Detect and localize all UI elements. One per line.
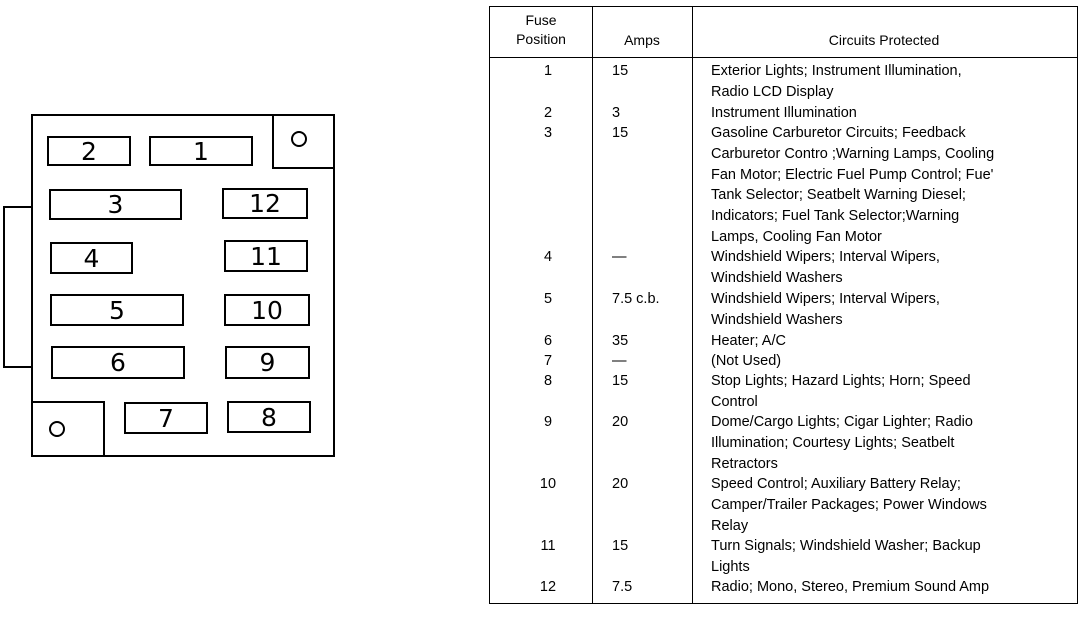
row-amps: — — [612, 353, 627, 369]
bottom-left-notch — [31, 401, 105, 457]
row-circuits: Instrument Illumination — [711, 105, 857, 121]
row-amps: — — [612, 249, 627, 265]
row-circuits: Exterior Lights; Instrument Illumination, Radio LCD Display — [711, 63, 962, 100]
row-position: 12 — [539, 579, 557, 595]
header-divider — [490, 57, 1077, 58]
row-position: 6 — [543, 333, 553, 349]
row-circuits: Speed Control; Auxiliary Battery Relay; Camper/Trailer Packages; Power Windows Relay — [711, 476, 987, 534]
row-position: 7 — [543, 353, 553, 369]
row-circuits: Gasoline Carburetor Circuits; Feedback Carburetor Contro ;Warning Lamps, Cooling Fan Motor; Electric Fuel Pump Control; Fue' Tank Selector; Seatbelt Warning Diesel; Indicators; Fuel Tank Selector;Warning Lamps, Cooling Fan Motor — [711, 125, 995, 245]
fuse-label: 5 — [109, 295, 125, 325]
fuse-label: 10 — [251, 295, 283, 325]
row-amps: 15 — [612, 538, 629, 554]
row-amps: 3 — [612, 105, 621, 121]
row-position: 10 — [539, 476, 557, 492]
header-circuits-protected: Circuits Protected — [828, 32, 940, 48]
row-amps: 15 — [612, 125, 629, 141]
fuse-label: 8 — [261, 402, 277, 432]
side-connector-tab — [3, 206, 33, 368]
row-circuits: Stop Lights; Hazard Lights; Horn; Speed Control — [711, 373, 971, 410]
fuse-slot-11 — [224, 240, 308, 272]
row-circuits: Radio; Mono, Stereo, Premium Sound Amp — [711, 579, 990, 595]
row-position: 3 — [543, 125, 553, 141]
fuse-slot-4 — [50, 242, 133, 274]
row-circuits: (Not Used) — [711, 353, 782, 369]
fuse-label: 4 — [83, 243, 100, 273]
row-position: 8 — [543, 373, 553, 389]
row-circuits: Windshield Wipers; Interval Wipers, Windshield Washers — [711, 291, 940, 328]
row-circuits: Turn Signals; Windshield Washer; Backup Lights — [711, 538, 981, 575]
row-amps: 15 — [612, 63, 629, 79]
fuse-slot-9 — [225, 346, 310, 379]
fuse-slot-3 — [49, 189, 182, 220]
fuse-slot-8 — [227, 401, 311, 433]
fuse-label: 6 — [110, 348, 126, 377]
row-position: 5 — [543, 291, 553, 307]
mounting-hole-bottom-left — [49, 421, 65, 437]
column-divider — [592, 7, 593, 603]
row-position: 11 — [540, 538, 556, 554]
fuse-label: 2 — [81, 136, 97, 166]
row-position: 2 — [543, 105, 553, 121]
mounting-hole-top-right — [291, 131, 307, 147]
row-position: 9 — [543, 414, 553, 430]
fuse-panel-diagram — [0, 0, 340, 470]
row-amps: 20 — [612, 414, 629, 430]
fuse-label: 12 — [249, 189, 281, 218]
fuse-label: 1 — [193, 136, 209, 166]
fuse-slot-6 — [51, 346, 185, 379]
fuse-slot-7 — [124, 402, 208, 434]
row-position: 4 — [543, 249, 553, 265]
fuse-slot-12 — [222, 188, 308, 219]
row-circuits: Heater; A/C — [711, 333, 786, 349]
fuse-label: 7 — [158, 403, 174, 433]
row-amps: 20 — [612, 476, 629, 492]
fuse-slot-2 — [47, 136, 131, 166]
row-circuits: Windshield Wipers; Interval Wipers, Windshield Washers — [711, 249, 940, 286]
row-amps: 35 — [612, 333, 629, 349]
fuse-label: 11 — [250, 241, 282, 271]
fuse-label: 3 — [107, 190, 124, 219]
column-divider — [692, 7, 693, 603]
row-amps: 15 — [612, 373, 629, 389]
header-fuse-position: Fuse Position — [516, 12, 566, 47]
fuse-table — [489, 6, 1078, 604]
header-amps: Amps — [624, 32, 660, 48]
fuse-label: 9 — [259, 348, 276, 377]
row-circuits: Dome/Cargo Lights; Cigar Lighter; Radio Illumination; Courtesy Lights; Seatbelt Retractors — [711, 414, 973, 472]
fuse-slot-5 — [50, 294, 184, 326]
row-position: 1 — [543, 63, 553, 79]
fuse-slot-1 — [149, 136, 253, 166]
fuse-slot-10 — [224, 294, 310, 326]
row-amps: 7.5 — [612, 579, 633, 595]
row-amps: 7.5 c.b. — [612, 291, 660, 307]
